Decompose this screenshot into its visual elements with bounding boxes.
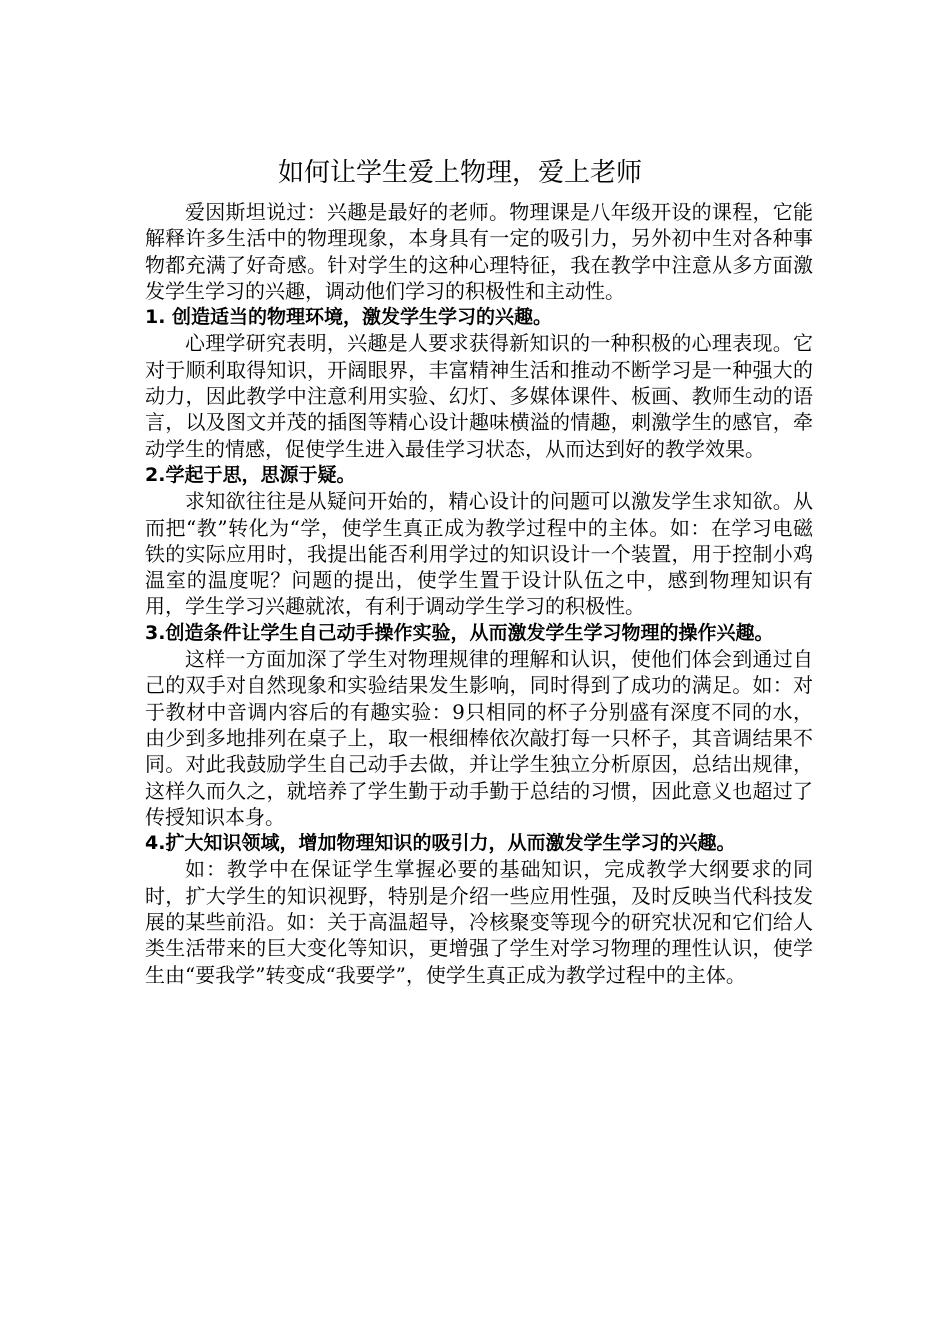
section-2-heading: 2.学起于思，思源于疑。 xyxy=(145,463,356,486)
section-1-body: 心理学研究表明，兴趣是人要求获得新知识的一种积极的心理表现。它对于顺利取得知识，开阔眼界，丰富精神生活和推动不断学习是一种强大的动力，因此教学中注意利用实验、幻灯、多媒体课件、板画、教师生动的语言，以及图文并茂的插图等精心设计趣味横溢的情趣，刺激学生的感官，牵动学生的情感，促使学生进入最佳学习状态，从而达到好的教学效果。 xyxy=(145,331,813,461)
section-1-heading: 1. 创造适当的物理环境，激发学生学习的兴趣。 xyxy=(145,306,553,329)
document-title: 如何让学生爱上物理，爱上老师 xyxy=(277,158,642,188)
section-4-heading: 4.扩大知识领域，增加物理知识的吸引力，从而激发学生学习的兴趣。 xyxy=(145,832,736,855)
section-3-body: 这样一方面加深了学生对物理规律的理解和认识，使他们体会到通过自己的双手对自然现象和实验结果发生影响，同时得到了成功的满足。如：对于教材中音调内容后的有趣实验：9只相同的杯子分别盛有深度不同的水，由少到多地排列在桌子上，取一根细棒依次敲打每一只杯子，其音调结果不同。对此我鼓励学生自己动手去做，并让学生独立分析原因，总结出规律，这样久而久之，就培养了学生勤于动手勤于总结的习惯，因此意义也超过了传授知识本身。 xyxy=(145,647,813,829)
section-2-body: 求知欲往往是从疑问开始的，精心设计的问题可以激发学生求知欲。从而把“教”转化为“学，使学生真正成为教学过程中的主体。如：在学习电磁铁的实际应用时，我提出能否利用学过的知识设计一个装置，用于控制小鸡温室的温度呢？问题的提出，使学生置于设计队伍之中，感到物理知识有用，学生学习兴趣就浓，有利于调动学生学习的积极性。 xyxy=(145,489,813,619)
section-3-heading: 3.创造条件让学生自己动手操作实验，从而激发学生学习物理的操作兴趣。 xyxy=(145,621,774,644)
document-body xyxy=(145,199,813,988)
intro-paragraph: 爱因斯坦说过：兴趣是最好的老师。物理课是八年级开设的课程，它能解释许多生活中的物理现象，本身具有一定的吸引力，另外初中生对各种事物都充满了好奇感。针对学生的这种心理特征，我在教学中注意从多方面激发学生学习的兴趣，调动他们学习的积极性和主动性。 xyxy=(145,200,813,303)
section-4-body: 如：教学中在保证学生掌握必要的基础知识，完成教学大纲要求的同时，扩大学生的知识视野，特别是介绍一些应用性强，及时反映当代科技发展的某些前沿。如：关于高温超导，冷核聚变等现今的研究状况和它们给人类生活带来的巨大变化等知识，更增强了学生对学习物理的理性认识，使学生由“要我学”转变成“我要学”，使学生真正成为教学过程中的主体。 xyxy=(145,857,813,987)
